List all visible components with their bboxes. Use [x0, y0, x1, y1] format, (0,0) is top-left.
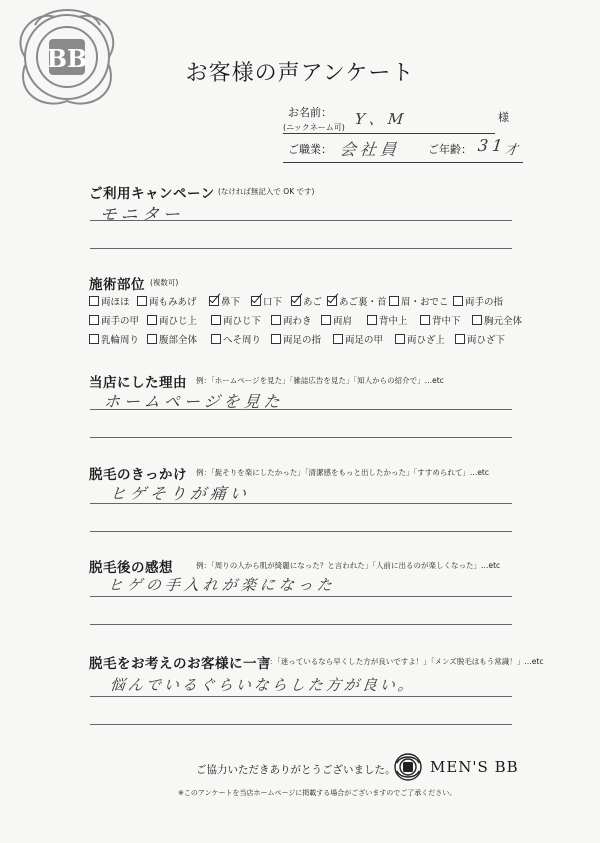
checkbox-box	[137, 296, 147, 306]
campaign-answer: モニター	[98, 205, 185, 225]
reason-line-2	[90, 437, 512, 438]
checkbox-box	[89, 315, 99, 325]
checkbox-box	[89, 296, 99, 306]
name-underline	[283, 133, 495, 134]
reason-note: 例：「ホームページを見た」「雑誌広告を見た」「知人からの紹介で」…etc	[196, 376, 444, 385]
checkbox-box	[211, 315, 221, 325]
checkbox-box	[147, 315, 157, 325]
checkbox-fingers[interactable]: 両手の指	[453, 294, 503, 308]
checkbox-shoulders[interactable]: 両肩	[321, 313, 367, 327]
job-value: 会社員	[338, 140, 401, 159]
campaign-title: ご利用キャンペーン	[89, 186, 215, 202]
checkbox-box	[453, 296, 463, 306]
checkbox-under-chin-neck[interactable]: あご裏・首	[327, 294, 389, 308]
areas-title: 施術部位	[89, 277, 145, 293]
reason-line-1	[90, 409, 512, 410]
checkbox-box	[321, 315, 331, 325]
campaign-line-1	[90, 220, 512, 221]
checkbox-under-nose[interactable]: 鼻下	[209, 294, 251, 308]
checkbox-lower-arms[interactable]: 両ひじ下	[211, 313, 271, 327]
impression-title: 脱毛後の感想	[89, 560, 173, 576]
areas-row-3	[89, 332, 505, 346]
impression-answer: ヒゲの手入れが楽になった	[107, 576, 337, 594]
page-title: お客様の声アンケート	[185, 61, 415, 86]
impression-line-1	[90, 596, 512, 597]
checkmark-icon	[291, 296, 301, 306]
reason-answer: ホームページを見た	[102, 392, 285, 411]
name-value: Y、M	[354, 110, 409, 128]
checkbox-upper-arms[interactable]: 両ひじ上	[147, 313, 211, 327]
job-label: ご職業：	[288, 143, 332, 156]
name-label: お名前：	[288, 106, 332, 119]
impression-line-2	[90, 624, 512, 625]
thanks-text: ご協力いただきありがとうございました。	[196, 764, 396, 776]
message-line-2	[90, 724, 512, 725]
checkmark-icon	[327, 296, 337, 306]
trigger-note: 例：「髭そりを楽にしたかった」「清潔感をもっと出したかった」「すすめられて」…etc	[196, 468, 490, 477]
areas-row-1	[89, 294, 503, 308]
name-sub-label: (ニックネーム可)	[283, 123, 345, 132]
message-answer: 悩んでいるぐらいならした方が良い。	[109, 676, 417, 694]
age-label: ご年齢：	[428, 143, 472, 156]
checkbox-toes[interactable]: 両足の指	[271, 332, 333, 346]
checkbox-under-lip[interactable]: 口下	[251, 294, 291, 308]
checkbox-box	[389, 296, 399, 306]
checkbox-box	[420, 315, 430, 325]
trigger-answer: ヒゲそりが痛い	[108, 484, 251, 503]
campaign-note: (なければ無記入で OK です)	[218, 187, 315, 196]
age-unit: 才	[504, 143, 519, 158]
checkbox-cheeks[interactable]: 両ほほ	[89, 294, 137, 308]
impression-note: 例：「周りの人から肌が綺麗になった？と言われた」「人前に出るのが楽しくなった」…etc	[196, 561, 501, 570]
checkbox-top-of-feet[interactable]: 両足の甲	[333, 332, 395, 346]
checkbox-brow-forehead[interactable]: 眉・おでこ	[389, 294, 453, 308]
checkbox-box	[367, 315, 377, 325]
areas-note: (複数可)	[150, 278, 179, 287]
checkbox-box	[333, 334, 343, 344]
checkmark-icon	[209, 296, 219, 306]
checkbox-lower-back[interactable]: 背中下	[420, 313, 472, 327]
brand-name: MEN'S BB	[430, 758, 519, 776]
name-suffix: 様	[498, 111, 509, 124]
checkbox-abdomen[interactable]: 腹部全体	[147, 332, 211, 346]
message-title: 脱毛をお考えのお客様に一言	[89, 656, 271, 672]
trigger-line-2	[90, 531, 512, 532]
checkbox-lower-knees[interactable]: 両ひざ下	[455, 332, 505, 346]
checkbox-box	[395, 334, 405, 344]
checkbox-sideburns[interactable]: 両もみあげ	[137, 294, 209, 308]
job-underline	[283, 162, 523, 163]
rose-logo-icon	[392, 751, 424, 783]
message-line-1	[90, 696, 512, 697]
checkbox-box	[211, 334, 221, 344]
footer-notice: ※このアンケートを当店ホームページに掲載する場合がございますのでご了承ください。	[178, 789, 457, 797]
svg-text:BB: BB	[46, 44, 88, 73]
reason-title: 当店にした理由	[89, 375, 187, 391]
campaign-line-2	[90, 248, 512, 249]
checkbox-chin[interactable]: あご	[291, 294, 327, 308]
age-value: 31	[477, 136, 508, 155]
checkbox-box	[455, 334, 465, 344]
checkbox-box	[147, 334, 157, 344]
message-note: 例：「迷っているなら早くした方が良いですよ！」「メンズ脱毛はもう常識！」…etc	[262, 657, 544, 666]
checkbox-back-of-hands[interactable]: 両手の甲	[89, 313, 147, 327]
checkmark-icon	[251, 296, 261, 306]
checkbox-box	[472, 315, 482, 325]
areas-row-2	[89, 313, 522, 327]
checkbox-areola[interactable]: 乳輪周り	[89, 332, 147, 346]
checkbox-armpits[interactable]: 両わき	[271, 313, 321, 327]
trigger-line-1	[90, 503, 512, 504]
checkbox-box	[271, 315, 281, 325]
checkbox-chest[interactable]: 胸元全体	[472, 313, 522, 327]
checkbox-upper-back[interactable]: 背中上	[367, 313, 420, 327]
checkbox-box	[89, 334, 99, 344]
trigger-title: 脱毛のきっかけ	[89, 467, 187, 483]
checkbox-upper-knees[interactable]: 両ひざ上	[395, 332, 455, 346]
checkbox-box	[271, 334, 281, 344]
checkbox-navel[interactable]: へそ周り	[211, 332, 271, 346]
